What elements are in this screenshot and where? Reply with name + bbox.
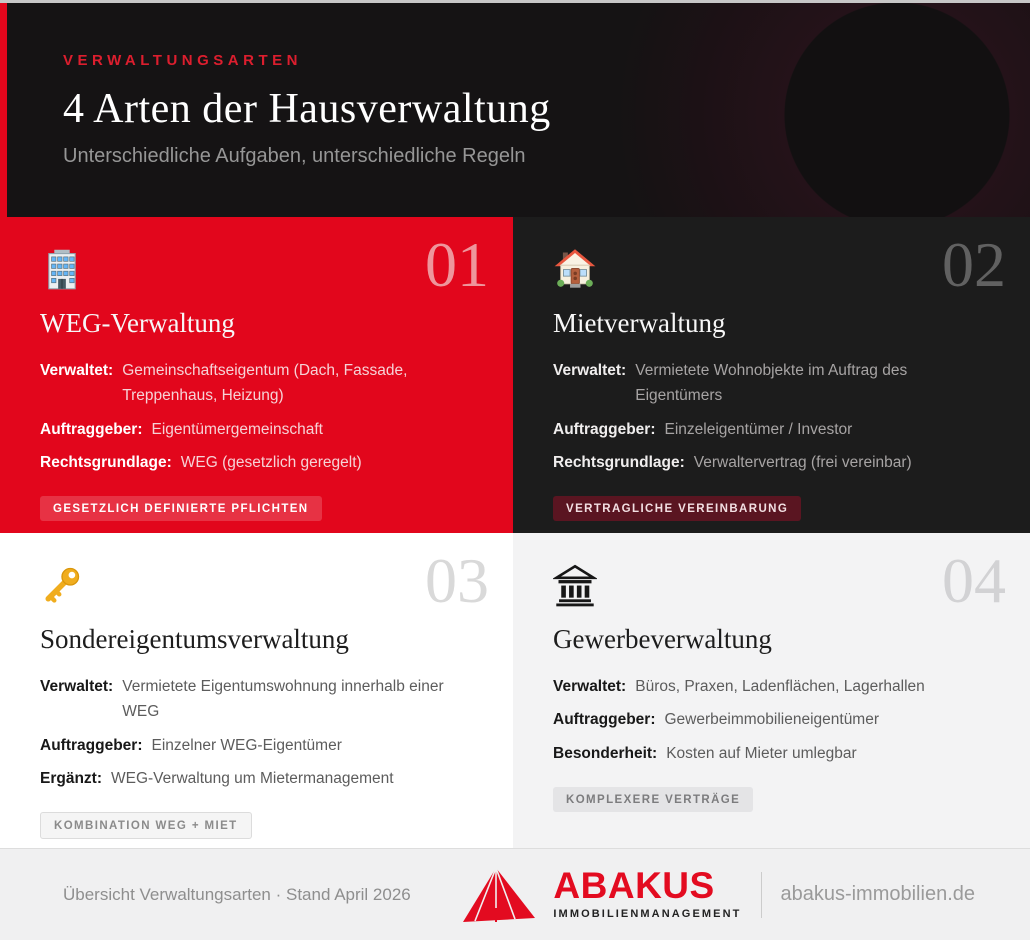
brand-tagline: IMMOBILIENMANAGEMENT (553, 907, 742, 920)
info-row (40, 450, 473, 475)
row-value: Gewerbeimmobilieneigentümer (664, 711, 880, 729)
brand-text (553, 865, 742, 920)
info-row (40, 417, 473, 442)
card-badge: GESETZLICH DEFINIERTE PFLICHTEN (40, 496, 322, 521)
row-value: Vermietete Eigentumswohnung innerhalb einer WEG (122, 678, 444, 721)
footer-divider (761, 872, 762, 918)
footer (0, 848, 1030, 940)
card-title: Gewerbeverwaltung (553, 624, 772, 654)
office-building-icon (40, 247, 84, 291)
key-icon (40, 563, 84, 607)
info-row (40, 733, 473, 758)
brand-name: ABAKUS (553, 865, 715, 907)
info-row (553, 707, 990, 732)
row-label: Auftraggeber: (553, 420, 656, 438)
cards-grid (0, 217, 1030, 848)
row-label: Verwaltet: (40, 678, 114, 695)
card-badge: KOMPLEXERE VERTRÄGE (553, 787, 753, 812)
row-label: Auftraggeber: (40, 736, 143, 754)
row-label: Ergänzt: (40, 769, 102, 787)
footer-note: Übersicht Verwaltungsarten · Stand April 2026 (63, 884, 411, 904)
brand-cluster (463, 865, 975, 922)
card-title: Mietverwaltung (553, 308, 726, 338)
info-row (40, 766, 473, 791)
row-value: Kosten auf Mieter umlegbar (666, 744, 857, 762)
info-row (40, 358, 473, 409)
row-value: Büros, Praxen, Ladenflächen, Lagerhallen (635, 678, 925, 695)
row-label: Verwaltet: (553, 362, 627, 379)
abakus-logo-triangle-icon (463, 868, 541, 922)
card-badge: KOMBINATION WEG + MIET (40, 812, 252, 839)
row-label: Verwaltet: (553, 678, 627, 695)
row-value: WEG (gesetzlich geregelt) (180, 453, 362, 471)
row-label: Auftraggeber: (553, 711, 656, 729)
row-label: Rechtsgrundlage: (40, 453, 172, 471)
page-title: 4 Arten der Hausverwaltung (63, 86, 551, 132)
row-value: Eigentümergemeinschaft (151, 420, 323, 438)
bank-building-icon (553, 563, 597, 607)
card-sondereigentumsverwaltung (0, 533, 513, 848)
row-value: Gemeinschaftseigentum (Dach, Fassade, Treppenhaus, Heizung) (122, 362, 408, 405)
row-label: Auftraggeber: (40, 420, 143, 438)
card-number: 01 (425, 229, 489, 300)
card-number: 04 (942, 545, 1006, 616)
row-label: Verwaltet: (40, 362, 114, 379)
info-row (553, 450, 990, 475)
info-row (40, 674, 473, 725)
footer-website: abakus-immobilien.de (780, 883, 975, 905)
page-subtitle: Unterschiedliche Aufgaben, unterschiedliche Regeln (63, 145, 526, 167)
row-value: Vermietete Wohnobjekte im Auftrag des Eigentümers (635, 362, 908, 405)
card-gewerbeverwaltung (513, 533, 1030, 848)
card-number: 03 (425, 545, 489, 616)
header (0, 3, 1030, 217)
row-value: Einzelner WEG-Eigentümer (151, 736, 342, 754)
info-row (553, 674, 990, 699)
card-title: Sondereigentumsverwaltung (40, 624, 349, 654)
card-badge: VERTRAGLICHE VEREINBARUNG (553, 496, 801, 521)
card-mietverwaltung (513, 217, 1030, 533)
card-number: 02 (942, 229, 1006, 300)
card-title: WEG-Verwaltung (40, 308, 235, 338)
info-row (553, 358, 990, 409)
header-eyebrow: VERWALTUNGSARTEN (63, 52, 302, 69)
row-value: Einzeleigentümer / Investor (664, 420, 853, 438)
row-label: Rechtsgrundlage: (553, 453, 685, 471)
card-weg-verwaltung (0, 217, 513, 533)
info-row (553, 417, 990, 442)
row-value: WEG-Verwaltung um Mietermanagement (111, 769, 394, 787)
info-row (553, 741, 990, 766)
row-value: Verwaltervertrag (frei vereinbar) (693, 453, 912, 471)
house-icon (553, 247, 597, 291)
row-label: Besonderheit: (553, 744, 658, 762)
